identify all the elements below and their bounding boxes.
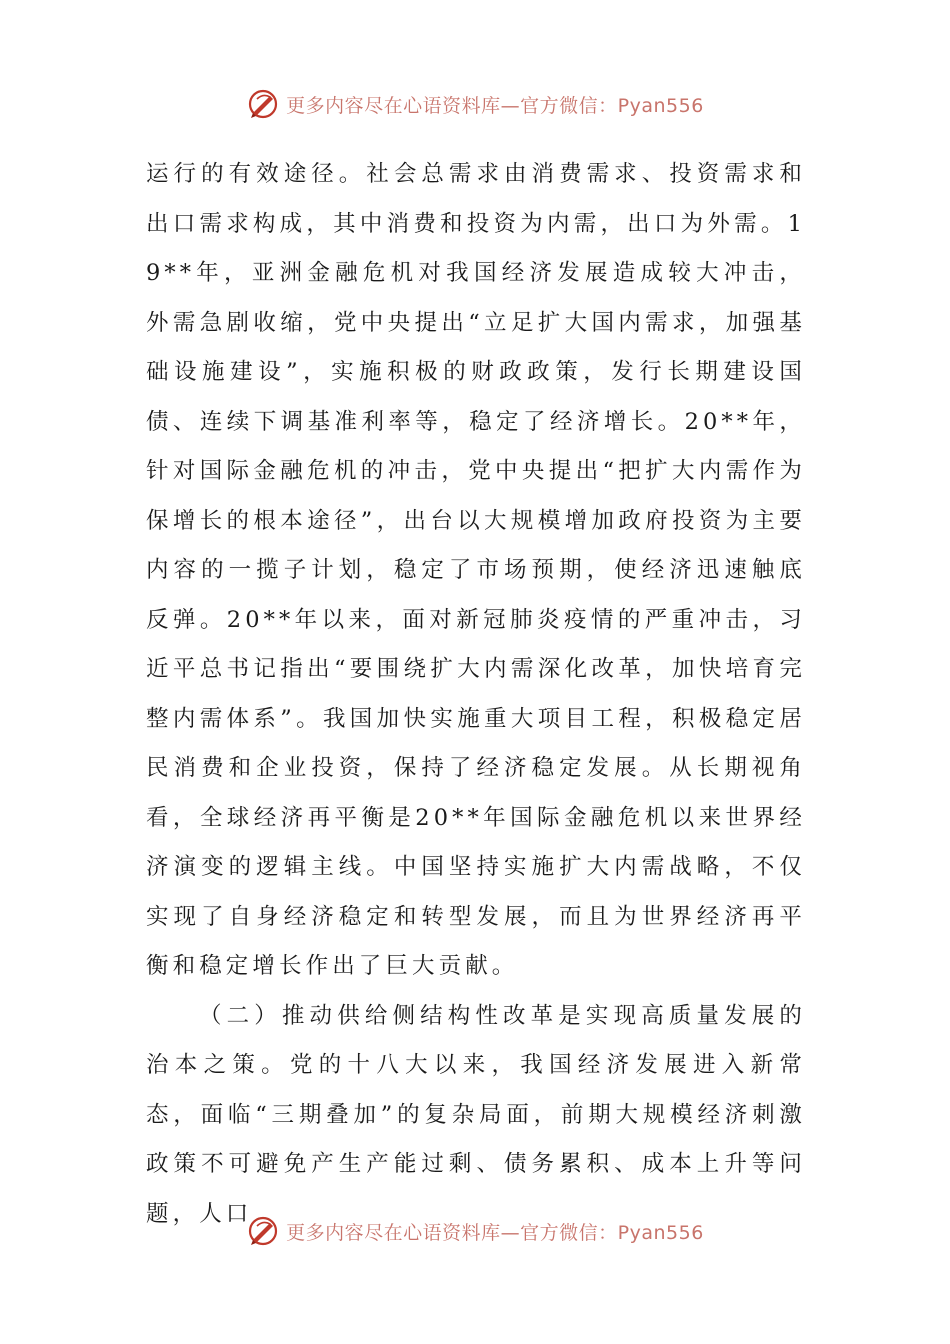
footer-banner-text: 更多内容尽在心语资料库—官方微信：Pyan556	[286, 1221, 704, 1244]
body-paragraph: 运行的有效途径。社会总需求由消费需求、投资需求和出口需求构成，其中消费和投资为内需，出口为外需。19**年，亚洲金融危机对我国经济发展造成较大冲击，外需急剧收缩，党中央提出“立足扩大国内需求，加强基础设施建设”，实施积极的财政政策，发行长期建设国债、连续下调基准利率等，稳定了经济增长。20**年，针对国际金融危机的冲击，党中央提出“把扩大内需作为保增长的根本途径”，出台以大规模增加政府投资为主要内容的一揽子计划，稳定了市场预期，使经济迅速触底反弹。20**年以来，面对新冠肺炎疫情的严重冲击，习近平总书记指出“要围绕扩大内需深化改革，加快培育完整内需体系”。我国加快实施重大项目工程，积极稳定居民消费和企业投资，保持了经济稳定发展。从长期视角看，全球经济再平衡是20**年国际金融危机以来世界经济演变的逻辑主线。中国坚持实施扩大内需战略，不仅实现了自身经济稳定和转型发展，而且为世界经济再平衡和稳定增长作出了巨大贡献。	[146, 161, 806, 979]
document-body	[146, 150, 806, 1239]
header-banner	[0, 84, 950, 124]
body-paragraph: （二）推动供给侧结构性改革是实现高质量发展的治本之策。党的十八大以来，我国经济发展进入新常态，面临“三期叠加”的复杂局面，前期大规模经济刺激政策不可避免产生产能过剩、债务累积、成本上升等问题，人口	[146, 1002, 806, 1227]
footer-banner	[0, 1211, 950, 1251]
header-banner-text: 更多内容尽在心语资料库—官方微信：Pyan556	[286, 94, 704, 117]
pen-logo-icon	[246, 87, 280, 121]
pen-logo-icon	[246, 1214, 280, 1248]
